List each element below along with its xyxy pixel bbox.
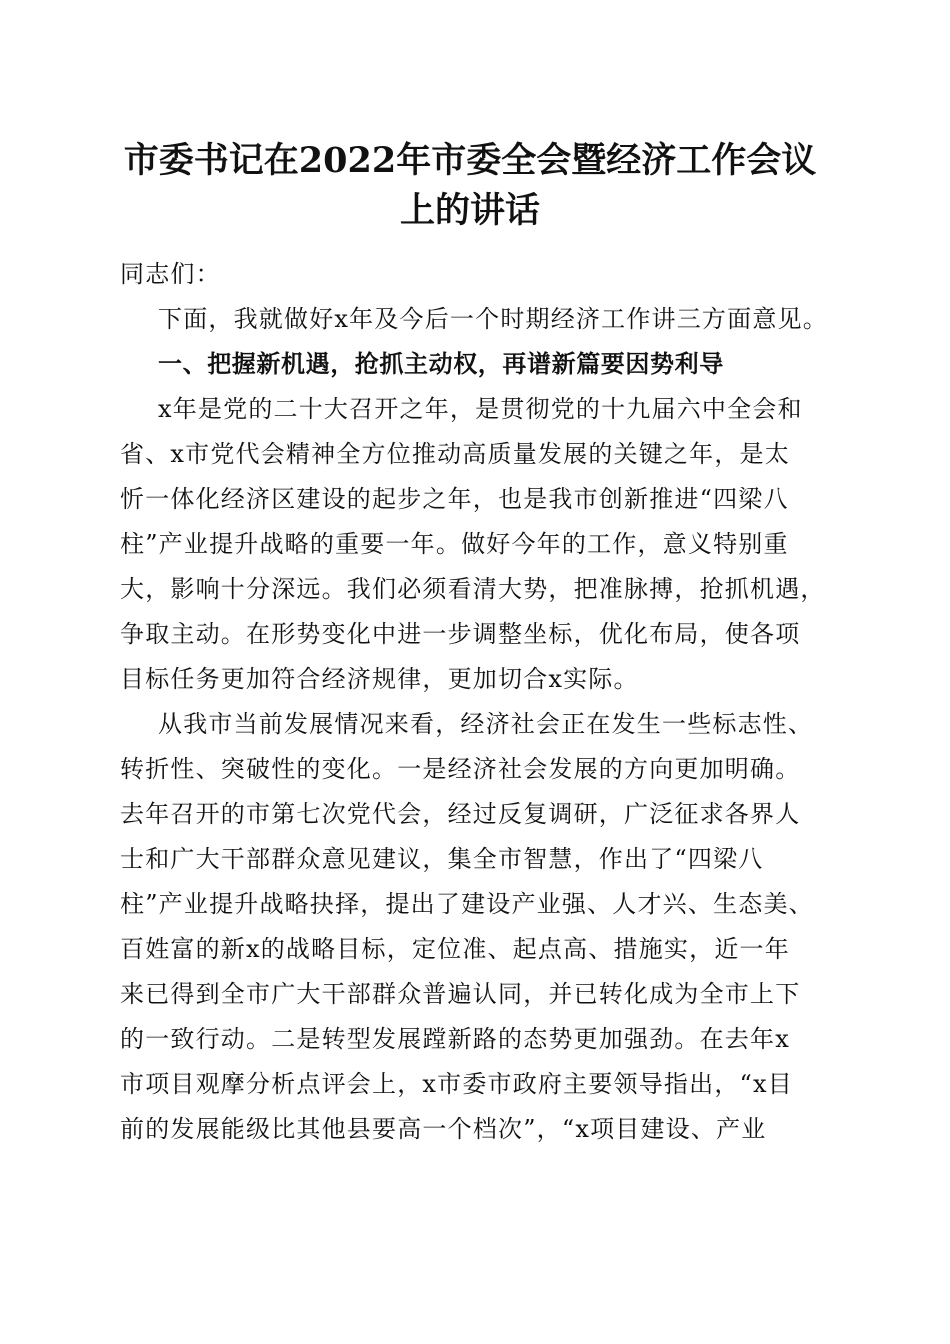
body-text-line: 柱”产业提升战略的重要一年。做好今年的工作，意义特别重 [120, 530, 789, 558]
body-text-line: 的一致行动。二是转型发展蹚新路的态势更加强劲。在去年x [120, 1025, 790, 1053]
body-text-line: 百姓富的新x的战略目标，定位准、起点高、措施实，近一年 [120, 935, 790, 963]
title-line-1: 市委书记在2022年市委全会暨经济工作会议 [123, 140, 817, 181]
body-text-line: 同志们： [120, 260, 221, 288]
body-text-line: 市项目观摩分析点评会上，x市委市政府主要领导指出，“x目 [120, 1070, 793, 1098]
body-text-line: 大，影响十分深远。我们必须看清大势，把准脉搏，抢抓机遇， [120, 575, 826, 603]
body-text-line: 柱”产业提升战略抉择，提出了建设产业强、人才兴、生态美、 [120, 890, 814, 918]
body-text-line: 忻一体化经济区建设的起步之年，也是我市创新推进“四梁八 [120, 485, 789, 513]
title-line-2: 上的讲话 [399, 190, 540, 231]
document-title [100, 136, 840, 236]
body-text-line: 省、x市党代会精神全方位推动高质量发展的关键之年，是太 [120, 440, 790, 468]
body-text-line: 来已得到全市广大干部群众普遍认同，并已转化成为全市上下 [120, 980, 801, 1008]
body-text-line: 下面，我就做好x年及今后一个时期经济工作讲三方面意见。 [158, 305, 828, 333]
body-text-line: 目标任务更加符合经济规律，更加切合x实际。 [120, 665, 639, 693]
section-heading: 一、把握新机遇，抢抓主动权，再谱新篇要因势利导 [158, 350, 724, 378]
body-text-line: 去年召开的市第七次党代会，经过反复调研，广泛征求各界人 [120, 800, 801, 828]
body-text-line: 士和广大干部群众意见建议，集全市智慧，作出了“四梁八 [120, 845, 764, 873]
document-body [120, 252, 840, 1152]
body-text-line: 从我市当前发展情况来看，经济社会正在发生一些标志性、 [158, 710, 814, 738]
body-text-line: x年是党的二十大召开之年，是贯彻党的十九届六中全会和 [158, 395, 803, 423]
body-text-line: 争取主动。在形势变化中进一步调整坐标，优化布局，使各项 [120, 620, 801, 648]
body-text-line: 转折性、突破性的变化。一是经济社会发展的方向更加明确。 [120, 755, 801, 783]
body-text-line: 前的发展能级比其他县要高一个档次”，“x项目建设、产业 [120, 1115, 767, 1143]
